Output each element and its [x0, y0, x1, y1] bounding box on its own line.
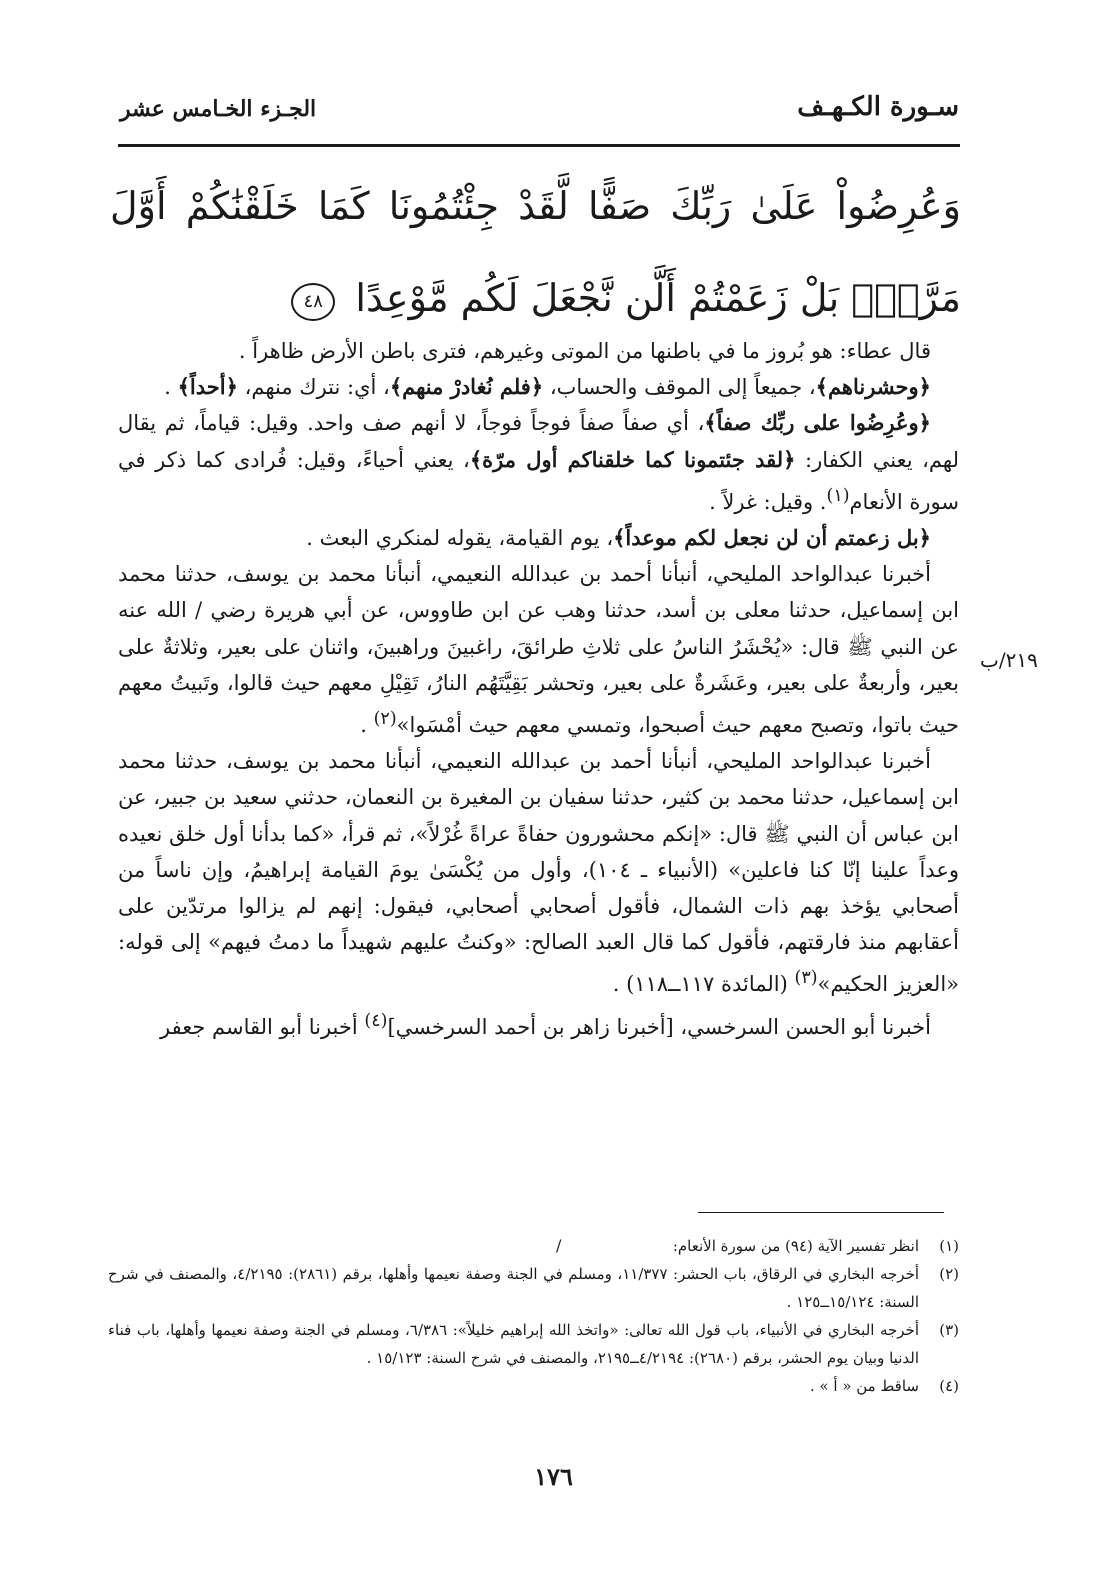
text-run: ، يوم القيامة، يقوله لمنكري البعث . — [306, 526, 614, 551]
text-run: أخبرنا أبو القاسم جعفر — [160, 1014, 365, 1039]
part-title: الجـزء الخـامس عشر — [120, 96, 317, 122]
paragraph-7 — [118, 1003, 959, 1045]
paragraph-5 — [118, 556, 959, 743]
paragraph-3 — [118, 405, 959, 520]
text-run: . — [360, 713, 374, 738]
footnote-ref[interactable]: (٣) — [794, 968, 818, 989]
footnote-item — [108, 1232, 959, 1260]
footnote-text: أخرجه البخاري في الأنبياء، باب قول الله تعالى: «واتخذ الله إبراهيم خليلاً»: ٦/٣٨٦، ومسلم في الجنة وصفة نعيمها وأهلها، باب فناء الدنيا وبيان يوم الحشر، برقم (٢٦٨٠): ٤/٢١٩٤ــ٢١٩٥، والمصنف في شرح السنة: ١٥/١٢٣ . — [108, 1321, 919, 1367]
quran-quote: ﴿فلم نُغادرْ منهم﴾ — [389, 374, 544, 400]
footnote-text: أخرجه البخاري في الرقاق، باب الحشر: ١١/٣٧٧، ومسلم في الجنة وصفة نعيمها وأهلها، برقم (٢٨٦١): ٤/٢١٩٥، والمصنف في شرح السنة: ١٥/١٢٤ــ١٢٥ . — [108, 1265, 920, 1311]
text-run: . — [164, 375, 178, 400]
paragraph-1: قال عطاء: هو بُروز ما في باطنها من الموتى وغيرهم، فترى باطن الأرض ظاهراً . — [238, 339, 931, 363]
text-run: أخبرنا عبدالواحد المليحي، أنبأنا أحمد بن عبدالله النعيمي، أنبأنا محمد بن يوسف، حدثنا محمد ابن إسماعيل، حدثنا معلى بن أسد، حدثنا وهب عن ابن طاووس، عن أبي هريرة رضي / الله عنه عن النبي ﷺ قال: «يُحْشَرُ الناسُ على ثلاثِ طرائقَ، راغبينَ وراهبينَ، واثنان على بعير، وثلاثةٌ على بعير، وأربعةٌ على بعير، وعَشَرةٌ على بعير، وتحشر بَقِيَّتَهُم النارُ، تَقِيْلِ معهم حيث قالوا، وتَبيتُ معهم حيث باتوا، وتصبح معهم حيث أصبحوا، وتمسي معهم حيث أمْسَوا» — [118, 562, 959, 738]
footnote-ref[interactable]: (٤) — [364, 1010, 388, 1031]
ayah-number-marker: ٤٨ — [291, 283, 335, 321]
text-run: ، جميعاً إلى الموقف والحساب، — [543, 375, 816, 400]
footnote-ref[interactable]: (٢) — [373, 709, 397, 730]
commentary-text — [118, 333, 959, 1045]
footnote-number: (٣) — [939, 1321, 959, 1339]
quran-quote: ﴿وحشرناهم﴾ — [815, 374, 931, 400]
text-run: . وقيل: غرلاً . — [709, 489, 827, 514]
footnote-number: (١) — [939, 1237, 959, 1255]
quran-quote: ﴿بل زعمتم أن لن نجعل لكم موعداً﴾ — [613, 525, 931, 551]
paragraph-2 — [118, 369, 959, 405]
footnote-number: (٤) — [939, 1377, 959, 1395]
quran-quote: ﴿وعُرِضُوا على ربِّك صفاً﴾ — [704, 410, 931, 436]
text-run: أخبرنا أبو الحسن السرخسي، [أخبرنا زاهر بن أحمد السرخسي] — [387, 1014, 931, 1039]
footnote-text: ساقط من « أ » . — [809, 1377, 919, 1395]
footnote-item — [108, 1372, 959, 1400]
paragraph-6 — [118, 743, 959, 1002]
footnote-ref[interactable]: (١) — [826, 485, 850, 506]
footnote-text: انظر تفسير الآية (٩٤) من سورة الأنعام: — [672, 1237, 919, 1255]
footnote-slash-mark: / — [556, 1236, 562, 1255]
page-number: ١٧٦ — [534, 1462, 573, 1491]
text-run: أخبرنا عبدالواحد المليحي، أنبأنا أحمد بن عبدالله النعيمي، أنبأنا محمد بن يوسف، حدثنا محمد ابن إسماعيل، حدثنا محمد بن كثير، حدثنا سفيان بن المغيرة بن النعمان، حدثني سعيد بن جبير، عن ابن عباس أن النبي ﷺ قال: «إنكم محشورون حفاةً عراةً غُرْلاً»، ثم قرأ، «كما بدأنا أول خلق نعيده وعداً علينا إنّا كنا فاعلين» (الأنبياء ـ ١٠٤)، وأول من يُكْسَىٰ يومَ القيامة إبراهيمُ، وإن ناساً من أصحابي يؤخذ بهم ذات الشمال، فأقول أصحابي أصحابي، فيقول: إنهم لم يزالوا مرتدّين على أعقابهم منذ فارقتهم، فأقول كما قال العبد الصالح: «وكنتُ عليهم شهيداً ما دمتُ فيهم» إلى قوله: «العزيز الحكيم» — [118, 749, 959, 997]
verse-text: وَعُرِضُواْ عَلَىٰ رَبِّكَ صَفًّا لَّقَدْ جِئْتُمُونَا كَمَا خَلَقْنَٰكُمْ أَوَّلَ مَرَّةٍۭ بَلْ زَعَمْتُمْ أَلَّن نَّجْعَلَ لَكُم مَّوْعِدًا — [110, 184, 961, 320]
footnote-item — [108, 1316, 959, 1372]
header-rule — [118, 144, 960, 147]
text-run: ، يعني أحياءً، وقيل: فُرادى كما ذكر في سورة الأنعام — [118, 447, 959, 514]
quran-verse — [110, 160, 961, 344]
text-run: (المائدة ١١٧ــ١١٨) . — [612, 972, 795, 997]
manuscript-folio-note: ٢١٩/ب — [980, 648, 1038, 672]
surah-title: سـورة الكـهـف — [797, 92, 959, 122]
footnotes — [108, 1232, 959, 1400]
footnote-separator — [698, 1212, 944, 1213]
text-run: ، أي صفاً صفاً فوجاً فوجاً، لا أنهم صف واحد. وقيل: قياماً، ثم يقال لهم، يعني الكفار: — [118, 411, 959, 472]
footnote-number: (٢) — [939, 1265, 959, 1283]
text-run: ، أي: نترك منهم، — [237, 375, 390, 400]
paragraph-4 — [118, 520, 959, 556]
quran-quote: ﴿أحداً﴾ — [177, 374, 238, 400]
quran-quote: ﴿لقد جئتمونا كما خلقناكم أول مرّة﴾ — [469, 446, 796, 472]
footnote-item — [108, 1260, 959, 1316]
